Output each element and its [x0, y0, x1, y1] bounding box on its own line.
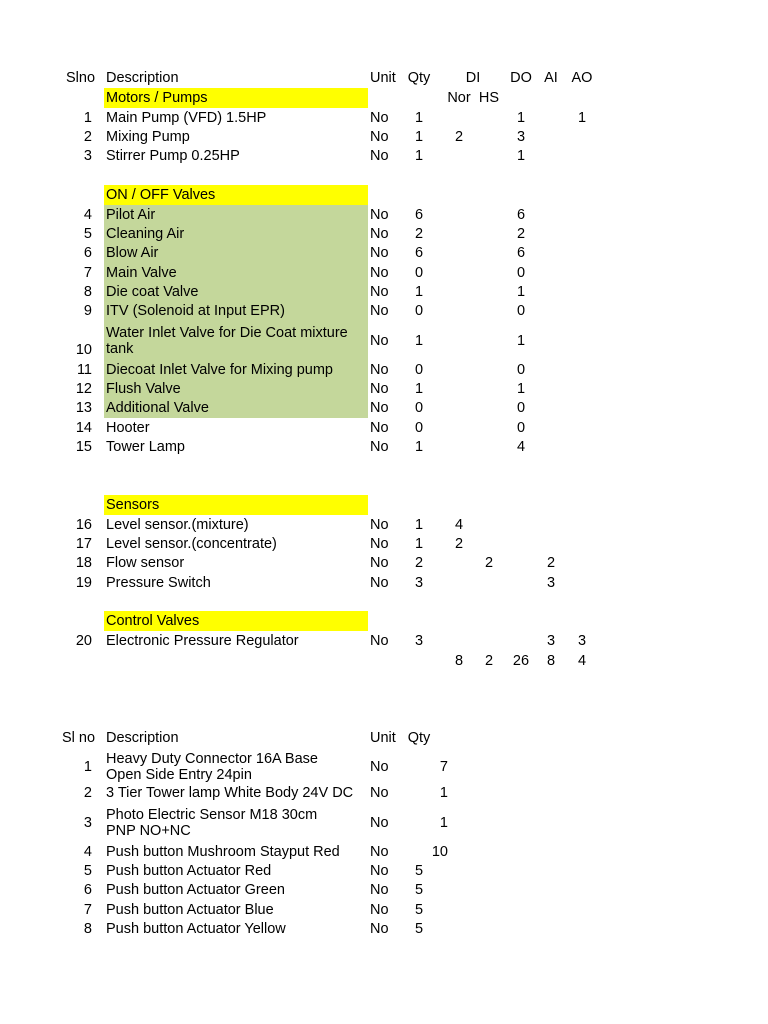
row-unit: No [370, 438, 389, 455]
row-slno: 19 [75, 574, 92, 591]
row-description: Mixing Pump [106, 128, 190, 145]
row-do: 6 [516, 244, 526, 261]
row-do: 1 [516, 109, 526, 126]
table-row [0, 301, 768, 321]
row-slno: 20 [75, 632, 92, 649]
row-description: Blow Air [104, 243, 368, 263]
row-unit: No [370, 332, 389, 349]
row-slno: 7 [83, 901, 92, 918]
row-slno: 7 [83, 264, 92, 281]
table-row [0, 515, 768, 535]
row-description: Electronic Pressure Regulator [106, 632, 299, 649]
row-description: Push button Mushroom Stayput Red [106, 843, 340, 860]
table-row [0, 861, 768, 881]
row-unit: No [370, 535, 389, 552]
table-row [0, 321, 768, 360]
row-unit: No [370, 147, 389, 164]
row-slno: 6 [83, 881, 92, 898]
table-row [0, 880, 768, 900]
row-description: Diecoat Inlet Valve for Mixing pump [104, 360, 368, 380]
table-row [0, 205, 768, 225]
table-row [0, 534, 768, 554]
row-qty: 1 [439, 814, 448, 831]
table-row [0, 573, 768, 593]
row-slno: 14 [75, 419, 92, 436]
row-qty: 1 [414, 438, 424, 455]
header-do: DO [510, 69, 532, 86]
row-unit: No [370, 399, 389, 416]
row-slno: 18 [75, 554, 92, 571]
row-do: 1 [516, 332, 526, 349]
table-row [0, 146, 768, 166]
row-description: Cleaning Air [104, 224, 368, 244]
header-qty: Qty [407, 69, 431, 86]
row-unit: No [370, 901, 389, 918]
row-unit: No [370, 109, 389, 126]
row-description: Stirrer Pump 0.25HP [106, 147, 240, 164]
row-qty: 5 [414, 920, 424, 937]
totals-row [0, 651, 768, 671]
row-description: Push button Actuator Blue [106, 901, 274, 918]
row-slno: 13 [75, 399, 92, 416]
row-do: 4 [516, 438, 526, 455]
row-description: Hooter [106, 419, 150, 436]
header-description: Description [106, 729, 179, 746]
row-qty: 5 [414, 901, 424, 918]
table1-header-row [0, 68, 768, 88]
table-row [0, 243, 768, 263]
row-slno: 15 [75, 438, 92, 455]
row-di: 2 [454, 535, 464, 552]
row-qty: 1 [414, 516, 424, 533]
header-ai: AI [544, 69, 558, 86]
row-qty: 6 [414, 206, 424, 223]
table-row [0, 263, 768, 283]
row-slno: 9 [83, 302, 92, 319]
total-ai: 8 [546, 652, 556, 669]
table-row [0, 360, 768, 380]
row-slno: 4 [83, 843, 92, 860]
row-description: Main Valve [104, 263, 368, 283]
row-unit: No [370, 206, 389, 223]
row-qty: 5 [414, 862, 424, 879]
row-qty: 0 [414, 302, 424, 319]
table-row [0, 224, 768, 244]
row-slno: 1 [83, 109, 92, 126]
table-row [0, 379, 768, 399]
table-row [0, 900, 768, 920]
row-qty: 6 [414, 244, 424, 261]
row-description: 3 Tier Tower lamp White Body 24V DC [106, 784, 354, 801]
row-unit: No [370, 516, 389, 533]
row-di: 2 [454, 128, 464, 145]
row-unit: No [370, 920, 389, 937]
table-row [0, 919, 768, 939]
header-di-nor: Nor [447, 89, 471, 106]
row-description: Tower Lamp [106, 438, 185, 455]
section-row [0, 88, 768, 108]
total-ao: 4 [577, 652, 587, 669]
row-unit: No [370, 419, 389, 436]
row-description: Pressure Switch [106, 574, 211, 591]
row-description: Level sensor.(concentrate) [106, 535, 277, 552]
row-description: Photo Electric Sensor M18 30cm PNP NO+NC [106, 806, 318, 839]
row-description: Push button Actuator Green [106, 881, 285, 898]
row-unit: No [370, 843, 389, 860]
row-ai: 3 [546, 632, 556, 649]
row-qty: 0 [414, 399, 424, 416]
table-row [0, 282, 768, 302]
table-row [0, 108, 768, 128]
row-do: 3 [516, 128, 526, 145]
row-qty: 1 [414, 147, 424, 164]
row-unit: No [370, 302, 389, 319]
row-slno: 17 [75, 535, 92, 552]
section-title-control-valves: Control Valves [104, 611, 368, 631]
row-unit: No [370, 225, 389, 242]
section-row [0, 185, 768, 205]
header-ao: AO [571, 69, 593, 86]
row-slno: 10 [75, 342, 92, 358]
row-do: 2 [516, 225, 526, 242]
table-row [0, 127, 768, 147]
row-qty: 3 [414, 632, 424, 649]
row-slno: 1 [83, 758, 92, 775]
header-slno: Slno [66, 69, 96, 86]
header-di-hs: HS [478, 89, 500, 106]
row-do: 0 [516, 361, 526, 378]
row-unit: No [370, 361, 389, 378]
row-qty: 1 [414, 380, 424, 397]
row-description: Additional Valve [104, 398, 368, 418]
row-do: 0 [516, 419, 526, 436]
row-slno: 8 [83, 283, 92, 300]
section-row [0, 495, 768, 515]
row-description: Level sensor.(mixture) [106, 516, 249, 533]
row-slno: 16 [75, 516, 92, 533]
row-unit: No [370, 881, 389, 898]
header-qty: Qty [407, 729, 431, 746]
row-do: 1 [516, 147, 526, 164]
row-description: Push button Actuator Yellow [106, 920, 286, 937]
row-do: 0 [516, 264, 526, 281]
row-slno: 8 [83, 920, 92, 937]
row-unit: No [370, 784, 389, 801]
row-qty: 2 [414, 554, 424, 571]
row-qty: 0 [414, 264, 424, 281]
row-di: 4 [454, 516, 464, 533]
total-di: 8 [454, 652, 464, 669]
section-title-sensors: Sensors [104, 495, 368, 515]
row-unit: No [370, 380, 389, 397]
row-qty: 7 [439, 758, 448, 775]
row-slno: 6 [83, 244, 92, 261]
row-do: 6 [516, 206, 526, 223]
row-qty: 1 [414, 332, 424, 349]
row-qty: 1 [414, 535, 424, 552]
section-row [0, 611, 768, 631]
row-unit: No [370, 264, 389, 281]
row-unit: No [370, 244, 389, 261]
header-unit: Unit [370, 69, 396, 86]
row-slno: 5 [83, 862, 92, 879]
row-qty: 0 [414, 419, 424, 436]
row-unit: No [370, 574, 389, 591]
row-unit: No [370, 862, 389, 879]
table-row [0, 842, 768, 862]
row-qty: 3 [414, 574, 424, 591]
row-ao: 1 [577, 109, 587, 126]
row-unit: No [370, 128, 389, 145]
table-row [0, 803, 768, 842]
row-description: Water Inlet Valve for Die Coat mixture tank [104, 321, 368, 360]
row-ai: 2 [546, 554, 556, 571]
row-qty: 1 [414, 283, 424, 300]
row-qty: 1 [414, 109, 424, 126]
row-description: ITV (Solenoid at Input EPR) [104, 301, 368, 321]
row-unit: No [370, 814, 389, 831]
row-unit: No [370, 632, 389, 649]
header-unit: Unit [370, 729, 396, 746]
row-description: Main Pump (VFD) 1.5HP [106, 109, 267, 126]
row-slno: 11 [76, 361, 92, 378]
header-di: DI [465, 69, 481, 86]
row-slno: 4 [83, 206, 92, 223]
table-row [0, 783, 768, 803]
row-description: Push button Actuator Red [106, 862, 272, 879]
table-row [0, 553, 768, 573]
row-ao: 3 [577, 632, 587, 649]
row-unit: No [370, 554, 389, 571]
row-qty: 10 [431, 843, 448, 860]
row-slno: 5 [83, 225, 92, 242]
row-description: Die coat Valve [104, 282, 368, 302]
row-description: Heavy Duty Connector 16A Base Open Side Entry 24pin [106, 750, 318, 783]
row-do: 1 [516, 380, 526, 397]
total-di-hs: 2 [484, 652, 494, 669]
row-slno: 3 [83, 814, 92, 831]
row-slno: 3 [83, 147, 92, 164]
row-di-hs: 2 [484, 554, 494, 571]
row-description: Pilot Air [104, 205, 368, 225]
row-description: Flow sensor [106, 554, 185, 571]
table-row [0, 418, 768, 438]
row-do: 1 [516, 283, 526, 300]
section-title-valves: ON / OFF Valves [104, 185, 368, 205]
header-description: Description [106, 69, 179, 86]
row-ai: 3 [546, 574, 556, 591]
row-do: 0 [516, 302, 526, 319]
row-qty: 1 [414, 128, 424, 145]
total-do: 26 [512, 652, 530, 669]
row-qty: 1 [439, 784, 448, 801]
table-row [0, 631, 768, 651]
section-title-motors: Motors / Pumps [104, 88, 368, 108]
table2-header-row [0, 728, 768, 748]
row-unit: No [370, 758, 389, 775]
table-row [0, 437, 768, 457]
row-slno: 2 [83, 128, 92, 145]
row-qty: 0 [414, 361, 424, 378]
row-slno: 12 [75, 380, 92, 397]
header-slno: Sl no [62, 729, 96, 746]
row-qty: 2 [414, 225, 424, 242]
row-qty: 5 [414, 881, 424, 898]
row-description: Flush Valve [104, 379, 368, 399]
row-unit: No [370, 283, 389, 300]
row-slno: 2 [83, 784, 92, 801]
table-row [0, 747, 768, 786]
table-row [0, 398, 768, 418]
row-do: 0 [516, 399, 526, 416]
